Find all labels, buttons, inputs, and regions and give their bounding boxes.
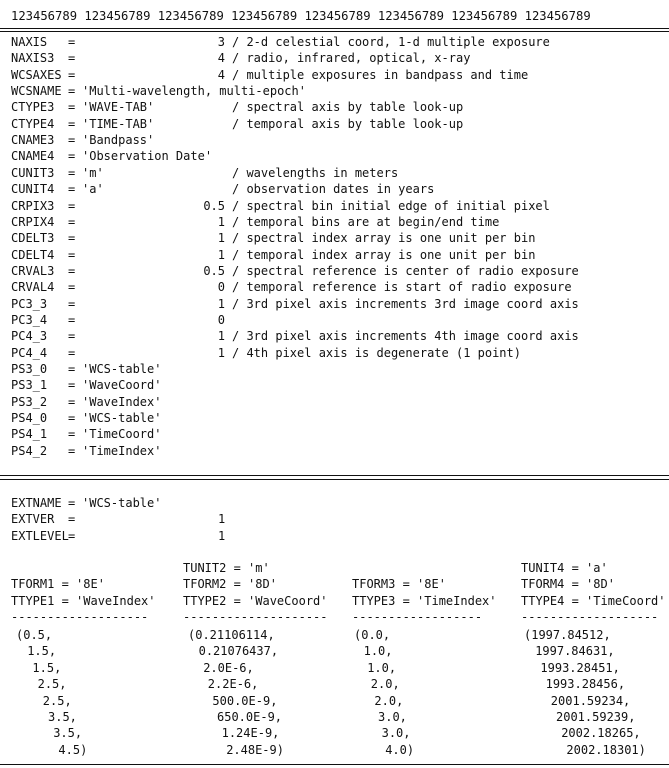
- column-separator: --------------------: [183, 609, 328, 624]
- column-value: 3.5,: [48, 710, 77, 724]
- column-value: 2002.18301): [566, 742, 646, 757]
- bottom-rule: [0, 764, 669, 765]
- card-equals: =: [68, 427, 76, 442]
- header-card: [0, 426, 669, 442]
- card-equals: =: [68, 198, 76, 213]
- card-equals: =: [68, 345, 76, 360]
- card-equals: =: [68, 100, 76, 115]
- card-equals: =: [68, 149, 76, 164]
- card-comment: / wavelengths in meters: [232, 165, 399, 180]
- card-equals: =: [68, 84, 76, 99]
- card-equals: =: [68, 362, 76, 376]
- column-unit: TUNIT2 = 'm': [183, 561, 270, 575]
- card-numeric-value: 1: [217, 214, 225, 229]
- column-ttype: TTYPE4 = 'TimeCoord': [521, 593, 666, 608]
- card-keyword: PS4_0: [11, 411, 48, 426]
- header-card: [0, 328, 669, 344]
- card-comment: / temporal axis by table look-up: [232, 116, 464, 131]
- card-string-value: 'WaveIndex': [82, 394, 162, 409]
- header-card: [0, 99, 669, 115]
- header-card: [0, 394, 669, 410]
- column-value: 1997.84631,: [535, 644, 615, 659]
- card-numeric-value: 1: [217, 247, 225, 262]
- header-card: [0, 377, 669, 393]
- extension-card: [0, 528, 669, 544]
- card-numeric-value: 1: [217, 345, 225, 360]
- card-equals: =: [68, 378, 76, 393]
- card-equals: =: [68, 133, 76, 148]
- card-keyword: EXTLEVEL: [11, 528, 69, 543]
- column-value: 4.5): [58, 742, 88, 757]
- card-comment: / spectral axis by table look-up: [232, 100, 464, 115]
- card-keyword: EXTNAME: [11, 496, 62, 510]
- card-numeric-value: 4: [217, 51, 225, 66]
- card-equals: =: [68, 247, 76, 262]
- card-string-value: 'WCS-table': [82, 362, 162, 376]
- column-value: 0.21076437,: [198, 644, 279, 659]
- card-keyword: CTYPE3: [11, 100, 55, 115]
- card-keyword: CDELT3: [11, 231, 55, 246]
- card-keyword: WCSAXES: [11, 67, 62, 82]
- column-value: 2.0,: [374, 693, 404, 708]
- card-keyword: CUNIT4: [11, 182, 55, 197]
- card-string-value: 'WCS-table': [82, 411, 162, 426]
- header-card: [0, 443, 669, 459]
- card-equals: =: [68, 51, 76, 66]
- column-value: 1.0,: [367, 660, 397, 675]
- card-keyword: CTYPE4: [11, 116, 55, 131]
- card-keyword: CNAME3: [11, 133, 55, 148]
- header-card: [0, 50, 669, 66]
- card-string-value: 'WAVE-TAB': [82, 100, 155, 115]
- column-value: 2.2E-6,: [207, 677, 259, 692]
- card-keyword: CRPIX4: [11, 214, 55, 229]
- column-value: (0.0,: [354, 628, 391, 642]
- card-string-value: 'Multi-wavelength, multi-epoch': [82, 84, 306, 99]
- card-equals: =: [68, 116, 76, 131]
- column-value: 2.0E-6,: [203, 660, 254, 675]
- column-tform: TFORM4 = '8D': [521, 577, 615, 592]
- card-string-value: 'Observation Date': [82, 149, 213, 164]
- table-column-header: [183, 560, 328, 625]
- column-value: 2.5,: [42, 693, 72, 708]
- table-column-header: [11, 560, 156, 625]
- card-keyword: WCSNAME: [11, 84, 62, 99]
- card-equals: =: [68, 67, 76, 82]
- column-value: 1993.28451,: [540, 660, 620, 675]
- card-comment: / temporal bins are at begin/end time: [232, 214, 500, 229]
- card-string-value: 'TimeCoord': [82, 427, 162, 442]
- table-column-header: [521, 560, 666, 625]
- column-value: 1.0,: [363, 644, 393, 659]
- card-keyword: EXTVER: [11, 512, 55, 527]
- card-keyword: PC3_3: [11, 296, 48, 311]
- card-equals: =: [68, 280, 76, 295]
- column-value: 2.5,: [37, 677, 67, 692]
- card-numeric-value: 1: [217, 296, 225, 311]
- extension-card: [0, 495, 669, 511]
- card-numeric-value: 1: [218, 512, 226, 527]
- column-separator: -------------------: [11, 609, 149, 624]
- card-numeric-value: 3: [217, 35, 225, 49]
- column-value: 500.0E-9,: [212, 693, 278, 708]
- card-keyword: CRVAL3: [11, 263, 55, 278]
- column-value: (0.21106114,: [188, 628, 275, 642]
- header-card: [0, 230, 669, 246]
- column-value: 2002.18265,: [561, 726, 641, 741]
- column-separator: -------------------: [521, 609, 659, 624]
- card-comment: / spectral reference is center of radio exposure: [232, 263, 579, 278]
- card-string-value: 'TimeIndex': [82, 443, 162, 458]
- card-string-value: 'm': [82, 165, 104, 180]
- column-value: (1997.84512,: [524, 628, 611, 642]
- column-value: 3.5,: [53, 726, 83, 741]
- card-keyword: CNAME4: [11, 149, 55, 164]
- card-string-value: 'WCS-table': [82, 496, 162, 510]
- header-card: [0, 165, 669, 181]
- column-unit: [11, 560, 156, 576]
- card-comment: / spectral bin initial edge of initial pixel: [232, 198, 550, 213]
- header-card: [0, 263, 669, 279]
- header-card: [0, 198, 669, 214]
- card-keyword: CDELT4: [11, 247, 55, 262]
- column-value: 2001.59239,: [556, 710, 636, 724]
- header-card: [0, 214, 669, 230]
- card-keyword: PC4_4: [11, 345, 48, 360]
- card-numeric-value: 0: [217, 280, 225, 295]
- card-string-value: 'Bandpass': [82, 133, 155, 148]
- card-keyword: PS3_1: [11, 378, 48, 393]
- card-equals: =: [68, 231, 76, 246]
- card-numeric-value: 0.5: [203, 263, 225, 278]
- card-keyword: PS4_2: [11, 443, 48, 458]
- header-card: [0, 296, 669, 312]
- card-equals: =: [68, 329, 76, 344]
- card-keyword: CRPIX3: [11, 198, 55, 213]
- header-card: [0, 247, 669, 263]
- column-value: 2.48E-9): [226, 742, 284, 757]
- column-ttype: TTYPE2 = 'WaveCoord': [183, 593, 328, 608]
- card-comment: / temporal index array is one unit per bin: [232, 247, 536, 262]
- card-keyword: PC4_3: [11, 329, 48, 344]
- card-string-value: 'TIME-TAB': [82, 116, 155, 131]
- card-keyword: NAXIS3: [11, 51, 55, 66]
- column-value: 2.0,: [370, 677, 400, 692]
- header-card: [0, 116, 669, 132]
- column-value: 1993.28456,: [545, 677, 626, 692]
- card-numeric-value: 1: [217, 231, 225, 246]
- card-string-value: 'a': [82, 182, 104, 197]
- card-comment: / multiple exposures in bandpass and time: [232, 67, 529, 82]
- header-card: [0, 345, 669, 361]
- column-value: 3.0,: [381, 726, 411, 741]
- header-card: [0, 148, 669, 164]
- card-numeric-value: 1: [218, 528, 226, 543]
- card-equals: =: [68, 411, 76, 426]
- column-value: 2001.59234,: [550, 693, 631, 708]
- card-numeric-value: 0: [217, 312, 225, 327]
- card-numeric-value: 0.5: [203, 198, 225, 213]
- column-separator: ------------------: [352, 609, 483, 624]
- card-keyword: NAXIS: [11, 35, 48, 49]
- column-ruler: 123456789 123456789 123456789 123456789 123456789 123456789 123456789 123456789: [11, 9, 591, 23]
- card-keyword: PS3_2: [11, 394, 48, 409]
- card-comment: / 3rd pixel axis increments 3rd image coord axis: [232, 296, 579, 311]
- header-card: [0, 34, 669, 50]
- header-card: [0, 181, 669, 197]
- card-comment: / 2-d celestial coord, 1-d multiple exposure: [232, 35, 550, 49]
- card-equals: =: [68, 182, 76, 197]
- header-card: [0, 279, 669, 295]
- card-keyword: CUNIT3: [11, 165, 55, 180]
- card-equals: =: [68, 528, 76, 543]
- header-divider: [0, 475, 669, 476]
- header-card: [0, 361, 669, 377]
- header-card: [0, 132, 669, 148]
- column-value: (0.5,: [16, 628, 53, 642]
- card-comment: / observation dates in years: [232, 182, 435, 197]
- ruler-divider-double: [0, 31, 669, 32]
- column-value: 4.0): [385, 742, 415, 757]
- card-equals: =: [68, 35, 76, 49]
- card-equals: =: [68, 443, 76, 458]
- header-card: [0, 67, 669, 83]
- column-value: 650.0E-9,: [217, 710, 283, 724]
- card-equals: =: [68, 263, 76, 278]
- card-comment: / spectral index array is one unit per bin: [232, 231, 536, 246]
- card-comment: / 4th pixel axis is degenerate (1 point): [232, 345, 521, 360]
- column-ttype: TTYPE1 = 'WaveIndex': [11, 593, 156, 608]
- card-equals: =: [68, 496, 76, 510]
- card-equals: =: [68, 165, 76, 180]
- card-numeric-value: 4: [217, 67, 225, 82]
- card-equals: =: [68, 296, 76, 311]
- card-equals: =: [68, 394, 76, 409]
- card-comment: / radio, infrared, optical, x-ray: [232, 51, 471, 66]
- column-tform: TFORM1 = '8E': [11, 577, 105, 592]
- card-keyword: PC3_4: [11, 312, 48, 327]
- header-card: [0, 410, 669, 426]
- card-keyword: PS4_1: [11, 427, 48, 442]
- card-keyword: PS3_0: [11, 362, 48, 376]
- column-ttype: TTYPE3 = 'TimeIndex': [352, 593, 497, 608]
- column-tform: TFORM2 = '8D': [183, 577, 277, 592]
- header-divider-double: [0, 479, 669, 480]
- header-card: [0, 312, 669, 328]
- column-unit: TUNIT4 = 'a': [521, 561, 608, 575]
- column-unit: [352, 560, 497, 576]
- column-tform: TFORM3 = '8E': [352, 577, 446, 592]
- table-column-header: [352, 560, 497, 625]
- column-value: 3.0,: [378, 710, 407, 724]
- card-numeric-value: 1: [217, 329, 225, 344]
- extension-card: [0, 511, 669, 527]
- column-value: 1.24E-9,: [221, 726, 280, 741]
- card-comment: / temporal reference is start of radio exposure: [232, 280, 572, 295]
- ruler-divider: [0, 28, 669, 29]
- header-card: [0, 83, 669, 99]
- column-value: 1.5,: [27, 644, 57, 659]
- card-keyword: CRVAL4: [11, 280, 55, 295]
- card-comment: / 3rd pixel axis increments 4th image coord axis: [232, 329, 579, 344]
- card-equals: =: [68, 214, 76, 229]
- card-equals: =: [68, 512, 76, 527]
- column-value: 1.5,: [32, 660, 62, 675]
- card-equals: =: [68, 312, 76, 327]
- card-string-value: 'WaveCoord': [82, 378, 162, 393]
